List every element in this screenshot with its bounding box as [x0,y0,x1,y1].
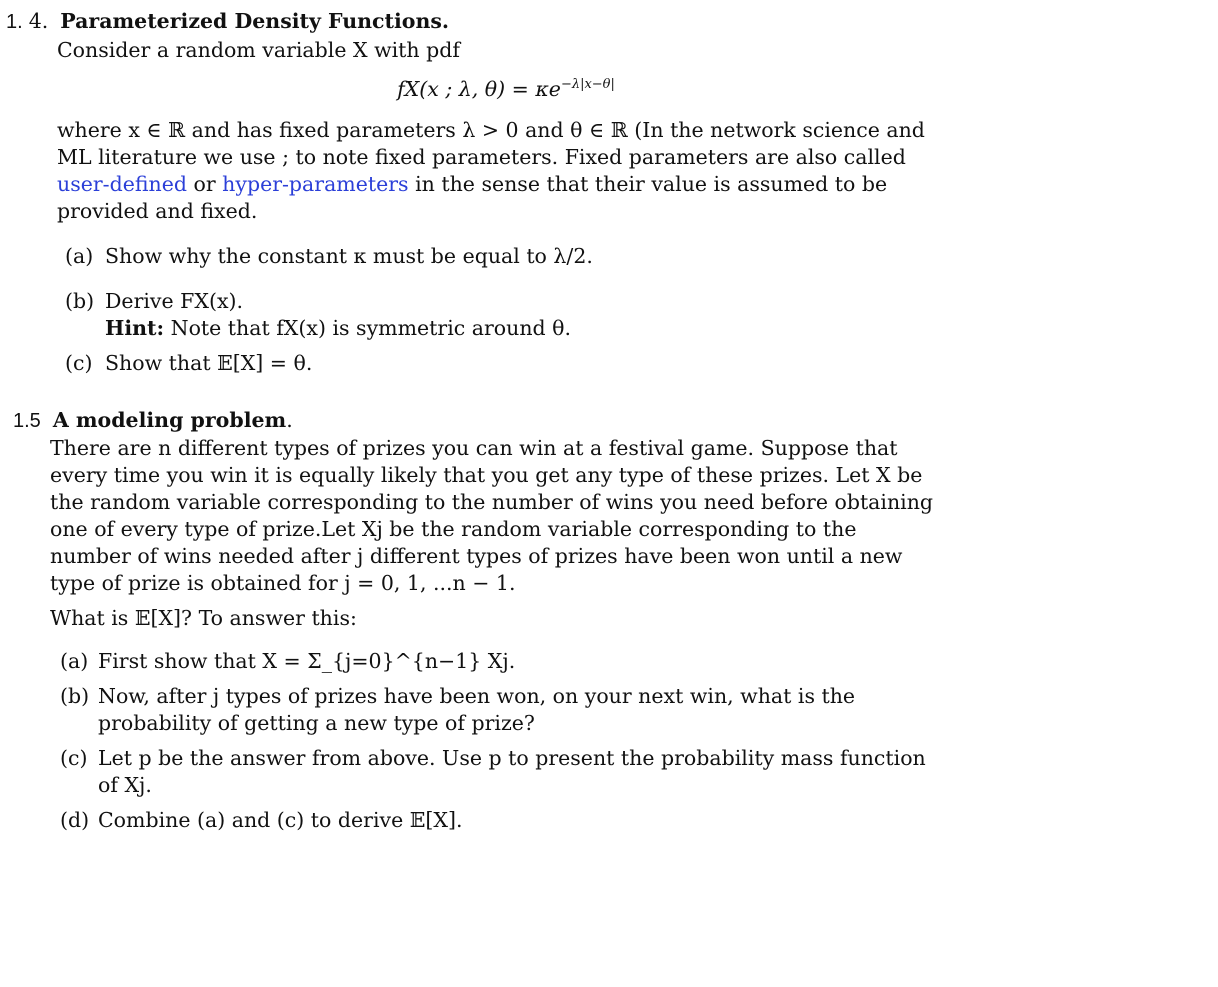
item-text: Let p be the answer from above. Use p to present the probability mass function of Xj. [98,746,926,797]
pdf-equation [46,76,966,103]
item-text: Now, after j types of prizes have been won, on your next win, what is the probability of getting a new type of prize? [98,684,856,735]
item-label: (b) [60,684,90,708]
equation-exponent: −λ|x−θ| [560,77,615,93]
hint [105,315,966,342]
item-text: Derive FX(x). [105,289,244,313]
item-label: (b) [65,289,95,313]
sub-number: 4. [28,9,49,33]
problem-1-5 [13,407,943,842]
item-label: (c) [60,746,88,770]
item-text: Combine (a) and (c) to derive 𝔼[X]. [98,808,463,832]
hint-label: Hint: [105,316,165,340]
paragraph-text-b: or [186,172,223,196]
item-text: First show that X = Σ_{j=0}^{n−1} Xj. [98,649,516,673]
problem-intro: Consider a random variable X with pdf [57,38,460,62]
problem-1-4-header [6,8,966,36]
item-text: Show that 𝔼[X] = θ. [105,351,313,375]
item-label: (a) [60,649,89,673]
paragraph-text-c: in the sense that their value is assumed to be provided and fixed. [57,172,888,223]
item-label: (a) [65,244,94,268]
problem-1-5-list [60,648,943,834]
link-user-defined[interactable]: user-defined [57,172,187,196]
item-label: (d) [60,808,90,832]
list-item [60,648,943,675]
problem-title: A modeling problem [52,408,287,432]
problem-1-4 [6,8,966,395]
list-item [65,288,966,315]
item-text: Show why the constant κ must be equal to λ/2. [105,244,593,268]
list-item [65,243,966,270]
problem-number: 1.5 [13,410,41,432]
item-label: (c) [65,351,93,375]
parameter-paragraph [57,117,947,225]
problem-number: 1. [6,11,23,33]
list-item [60,745,943,799]
list-item [60,683,943,737]
list-item [60,807,943,834]
question: What is 𝔼[X]? To answer this: [50,606,357,630]
paragraph-text-a: where x ∈ ℝ and has fixed parameters λ > 0 and θ ∈ ℝ (In the network science and ML literature we use ; to note fixed parameters. Fixed parameters are also called [57,118,925,169]
hint-text: Note that fX(x) is symmetric around θ. [164,316,572,340]
problem-title: Parameterized Density Functions. [60,9,450,33]
problem-1-5-header: 1.5 A modeling problem . [13,407,943,435]
equation-main: fX(x ; λ, θ) = κe [397,77,561,101]
problem-body: There are n different types of prizes you can win at a festival game. Suppose that every time you win it is equally likely that you get any type of these prizes. Let X be the random variable corresponding to the number of wins you need before obtaining one of every type of prize.Let Xj be the random variable corresponding to the number of wins needed after j different types of prizes have been won until a new type of prize is obtained for j = 0, 1, ...n − 1. [50,436,934,595]
list-item [65,350,966,377]
problem-1-4-list [65,243,966,377]
link-hyper-parameters[interactable]: hyper-parameters [222,172,409,196]
